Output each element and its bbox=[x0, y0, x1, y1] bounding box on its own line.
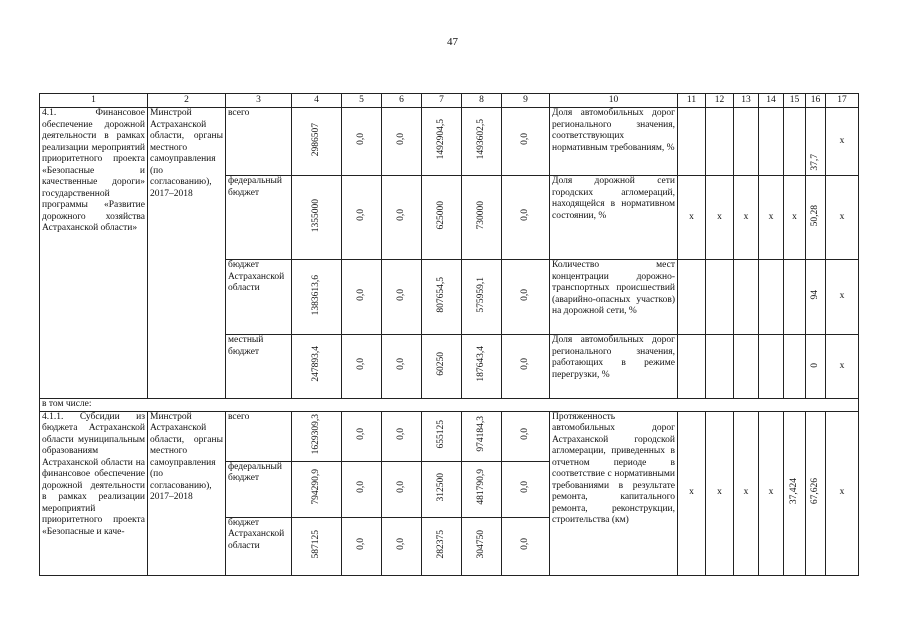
header-cell: 15 bbox=[784, 94, 806, 108]
value-cell: 187643,4 bbox=[475, 346, 486, 383]
value-cell: 0,0 bbox=[519, 133, 530, 146]
header-cell: 11 bbox=[678, 94, 706, 108]
value-cell: 2986507 bbox=[310, 122, 321, 156]
value-cell: 974184,3 bbox=[475, 415, 486, 452]
value-cell: х bbox=[826, 108, 859, 176]
value-cell: 304750 bbox=[475, 529, 486, 558]
value-cell: х bbox=[706, 411, 734, 575]
table-row bbox=[40, 411, 859, 461]
indicator: Доля автомобильных дорог регионального значения, соответствующих нормативным требованиям, % bbox=[550, 108, 678, 176]
value-cell: 481790,9 bbox=[475, 468, 486, 505]
header-cell: 14 bbox=[759, 94, 784, 108]
value-cell: 0,0 bbox=[519, 537, 530, 550]
value-cell: х bbox=[826, 176, 859, 260]
value-cell: х bbox=[706, 176, 734, 260]
value-cell: 0,0 bbox=[519, 288, 530, 301]
header-cell: 16 bbox=[806, 94, 826, 108]
header-cell: 4 bbox=[292, 94, 342, 108]
value-cell: 0,0 bbox=[519, 427, 530, 440]
value-cell: 1493602,5 bbox=[475, 119, 486, 160]
value-cell: 0,0 bbox=[395, 288, 406, 301]
header-cell: 1 bbox=[40, 94, 148, 108]
value-cell: 625000 bbox=[435, 201, 446, 230]
value-cell: 0,0 bbox=[395, 427, 406, 440]
value-cell: 0,0 bbox=[355, 427, 366, 440]
value-cell: 0,0 bbox=[395, 209, 406, 222]
value-cell: х bbox=[678, 411, 706, 575]
value-cell: 807654,5 bbox=[435, 276, 446, 313]
value-cell: х bbox=[759, 176, 784, 260]
value-cell: 282375 bbox=[435, 529, 446, 558]
value-cell: х bbox=[678, 176, 706, 260]
value-cell: 730000 bbox=[475, 201, 486, 230]
header-cell: 6 bbox=[382, 94, 422, 108]
value-cell: 0,0 bbox=[519, 358, 530, 371]
value-cell: х bbox=[784, 176, 806, 260]
value-cell: 1355000 bbox=[310, 198, 321, 232]
value-cell: 0,0 bbox=[355, 288, 366, 301]
indicator: Доля автомобильных дорог регионального значения, работающих в режиме перегрузки, % bbox=[550, 335, 678, 399]
executor: Минстрой Астраханской области, органы местного самоуправления (по согласованию), 2017–2018 bbox=[148, 411, 226, 575]
value-cell: х bbox=[826, 411, 859, 575]
funding-source: всего bbox=[226, 108, 292, 176]
in-that-number: в том числе: bbox=[40, 399, 226, 412]
table-row bbox=[40, 108, 859, 176]
value-cell: 94 bbox=[809, 290, 820, 300]
header-cell: 10 bbox=[550, 94, 678, 108]
value-cell: 0,0 bbox=[355, 209, 366, 222]
value-cell: 1492904,5 bbox=[435, 119, 446, 160]
value-cell: 1629309,3 bbox=[310, 413, 321, 454]
funding-source: федеральный бюджет bbox=[226, 176, 292, 260]
value-cell: 0 bbox=[809, 363, 820, 368]
header-cell: 12 bbox=[706, 94, 734, 108]
header-cell: 9 bbox=[502, 94, 550, 108]
header-cell: 13 bbox=[734, 94, 759, 108]
value-cell: 67,626 bbox=[809, 477, 820, 504]
value-cell: 0,0 bbox=[355, 480, 366, 493]
value-cell: 0,0 bbox=[395, 358, 406, 371]
program-table bbox=[39, 93, 859, 576]
value-cell: х bbox=[734, 411, 759, 575]
funding-source: федеральный бюджет bbox=[226, 461, 292, 517]
funding-source: всего bbox=[226, 411, 292, 461]
table-row bbox=[40, 399, 859, 412]
measure-name: 4.1. Финансовое обеспечение дорожной деятельности в рамках реализации мероприятий приоритетного проекта «Безопасные и качественные дороги» государственной программы «Развитие дорожного хозяйства Астраханской области» bbox=[40, 108, 148, 399]
value-cell: 587125 bbox=[310, 529, 321, 558]
value-cell: 37,7 bbox=[809, 153, 820, 171]
header-cell: 5 bbox=[342, 94, 382, 108]
indicator: Доля дорожной сети городских агломераций, находящейся в нормативном состоянии, % bbox=[550, 176, 678, 260]
value-cell: 0,0 bbox=[395, 537, 406, 550]
value-cell: 0,0 bbox=[519, 209, 530, 222]
value-cell: 60250 bbox=[435, 352, 446, 377]
funding-source: местный бюджет bbox=[226, 335, 292, 399]
value-cell: 575959,1 bbox=[475, 276, 486, 313]
value-cell: х bbox=[759, 411, 784, 575]
indicator: Количество мест концентрации дорожно-транспортных происшествий (аварийно-опасных участков) на дорожной сети, % bbox=[550, 260, 678, 335]
value-cell: 0,0 bbox=[355, 537, 366, 550]
value-cell: 0,0 bbox=[355, 133, 366, 146]
header-cell: 2 bbox=[148, 94, 226, 108]
value-cell: х bbox=[826, 335, 859, 399]
value-cell: 312500 bbox=[435, 472, 446, 501]
value-cell: 0,0 bbox=[355, 358, 366, 371]
funding-source: бюджет Астраханской области bbox=[226, 517, 292, 575]
header-cell: 8 bbox=[462, 94, 502, 108]
value-cell: 0,0 bbox=[395, 133, 406, 146]
value-cell: 0,0 bbox=[519, 480, 530, 493]
header-cell: 7 bbox=[422, 94, 462, 108]
header-row bbox=[40, 94, 859, 108]
indicator: Протяженность автомобильных дорог Астраханской городской агломерации, приведенных в отчетном периоде в соответствие с нормативными требованиями в результате ремонта, капитального ремонта, реконструкции, строительства (км) bbox=[550, 411, 678, 575]
measure-name: 4.1.1. Субсидии из бюджета Астраханской области муниципальным образованиям Астраханской области на финансовое обеспечение дорожной деятельности в рамках реализации мероприятий приоритетного проекта «Безопасные и каче- bbox=[40, 411, 148, 575]
value-cell: 1383613,6 bbox=[310, 274, 321, 315]
header-cell: 3 bbox=[226, 94, 292, 108]
value-cell: 0,0 bbox=[395, 480, 406, 493]
page-number: 47 bbox=[447, 36, 458, 48]
header-cell: 17 bbox=[826, 94, 859, 108]
value-cell: 247893,4 bbox=[310, 346, 321, 383]
executor: Минстрой Астраханской области, органы местного самоуправления (по согласованию), 2017–2018 bbox=[148, 108, 226, 399]
value-cell: х bbox=[826, 260, 859, 335]
funding-source: бюджет Астраханской области bbox=[226, 260, 292, 335]
value-cell: 655125 bbox=[435, 419, 446, 448]
value-cell: 37,424 bbox=[788, 477, 799, 504]
value-cell: 50,28 bbox=[809, 204, 820, 226]
value-cell: х bbox=[734, 176, 759, 260]
value-cell: 794290,9 bbox=[310, 468, 321, 505]
